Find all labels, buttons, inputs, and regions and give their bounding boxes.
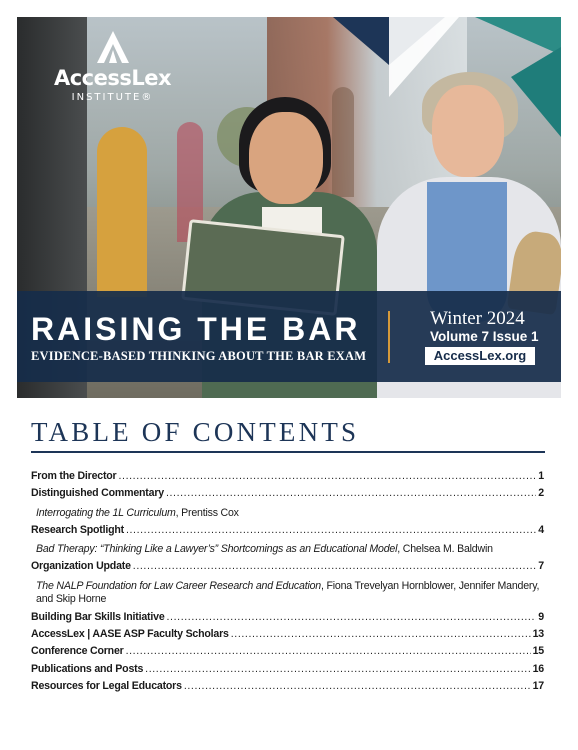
- toc-entry-page: 4: [538, 523, 544, 536]
- toc-entry[interactable]: [31, 611, 544, 628]
- toc-leader: [184, 680, 531, 692]
- toc-entry-page: 13: [532, 627, 544, 640]
- toc-entry-title: From the Director: [31, 470, 117, 482]
- toc-article-author: , Fiona Trevelyan Hornblower, Jennifer Mandery, and Skip Horne: [36, 579, 540, 605]
- toc-divider: [31, 451, 545, 453]
- photo-professor-face: [432, 85, 504, 177]
- toc-entry-page: 7: [538, 560, 544, 573]
- toc-entry-title: Conference Corner: [31, 645, 124, 658]
- toc-entry-title: Distinguished Commentary: [31, 487, 164, 500]
- issue-volume: Volume 7 Issue 1: [430, 329, 539, 344]
- toc-entry[interactable]: [31, 628, 544, 645]
- banner-divider: [388, 311, 390, 363]
- toc-leader: [133, 560, 537, 572]
- toc-leader: [126, 645, 531, 657]
- toc-article-title: Bad Therapy: “Thinking Like a Lawyer’s” Shortcomings as an Educational Model: [36, 543, 398, 556]
- publication-title: RAISING THE BAR: [31, 311, 361, 347]
- toc-article-author: , Chelsea M. Baldwin: [397, 543, 493, 556]
- toc-entry-title: Publications and Posts: [31, 662, 144, 675]
- table-of-contents: [31, 470, 544, 698]
- toc-article[interactable]: [31, 543, 544, 557]
- photo-student-face: [249, 112, 323, 204]
- title-banner: [17, 291, 561, 382]
- decorative-triangle: [511, 47, 561, 137]
- toc-entry[interactable]: [31, 560, 544, 577]
- logo-subtitle: INSTITUTE®: [71, 92, 154, 103]
- photo-background-person: [332, 87, 354, 197]
- toc-leader: [118, 470, 536, 482]
- toc-entry-title: AccessLex | AASE ASP Faculty Scholars: [31, 627, 229, 640]
- toc-leader: [167, 611, 537, 623]
- toc-article[interactable]: [31, 580, 544, 608]
- accesslex-logo-mark-icon: [95, 30, 131, 64]
- toc-entry[interactable]: [31, 645, 544, 662]
- toc-entry-title: Organization Update: [31, 560, 131, 573]
- toc-heading: TABLE OF CONTENTS: [31, 417, 360, 447]
- toc-entry-page: 15: [532, 645, 544, 658]
- toc-article-title: The NALP Foundation for Law Career Research and Education: [36, 579, 322, 592]
- toc-leader: [166, 487, 536, 499]
- toc-article[interactable]: [31, 507, 544, 521]
- toc-entry-title: Resources for Legal Educators: [31, 680, 182, 693]
- photo-background-person: [97, 127, 147, 297]
- toc-entry[interactable]: [31, 524, 544, 541]
- accesslex-logo: [30, 30, 195, 120]
- toc-entry-page: 1: [538, 470, 544, 482]
- toc-entry-page: 2: [538, 487, 544, 500]
- toc-leader: [231, 628, 531, 640]
- issue-season: Winter 2024: [430, 308, 525, 329]
- toc-entry[interactable]: [31, 680, 544, 697]
- toc-entry[interactable]: [31, 470, 544, 487]
- toc-entry-page: 16: [532, 662, 544, 675]
- website-link[interactable]: AccessLex.org: [425, 347, 535, 365]
- toc-leader: [126, 524, 536, 536]
- decorative-triangle: [389, 17, 459, 97]
- logo-name: AccessLex: [53, 66, 172, 90]
- toc-entry[interactable]: [31, 663, 544, 680]
- toc-article-title: Interrogating the 1L Curriculum: [36, 506, 176, 519]
- toc-entry-page: 9: [538, 610, 544, 623]
- publication-tagline: EVIDENCE-BASED THINKING ABOUT THE BAR EXAM: [31, 349, 367, 363]
- toc-entry[interactable]: [31, 487, 544, 504]
- toc-entry-page: 17: [532, 680, 544, 693]
- toc-article-author: , Prentiss Cox: [175, 506, 239, 519]
- toc-entry-title: Research Spotlight: [31, 523, 124, 536]
- toc-entry-title: Building Bar Skills Initiative: [31, 610, 165, 623]
- toc-leader: [145, 663, 530, 675]
